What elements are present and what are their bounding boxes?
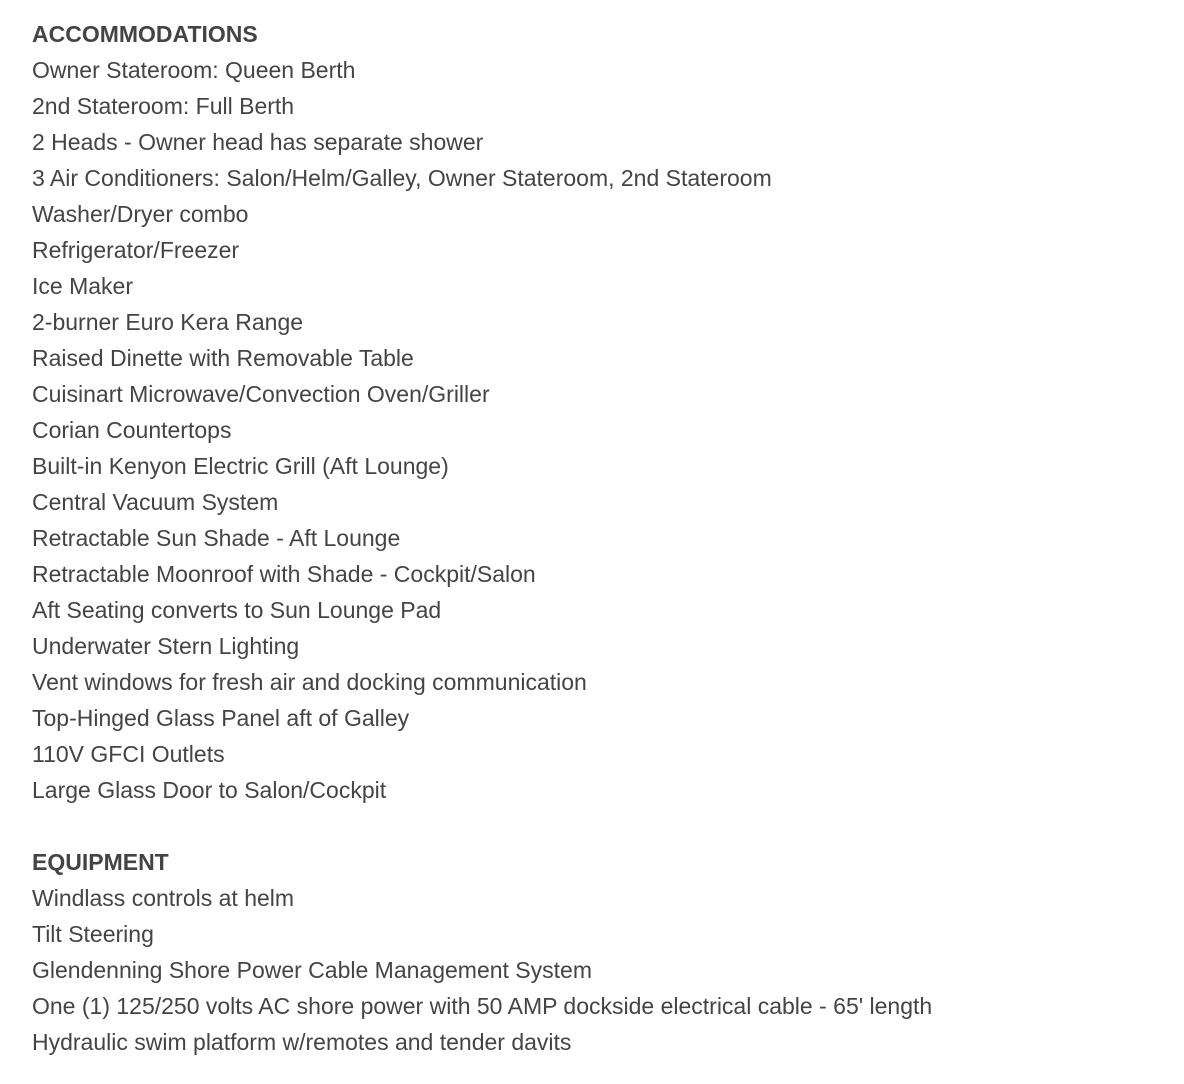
list-item: Vent windows for fresh air and docking communication <box>32 669 587 695</box>
accommodations-heading: ACCOMMODATIONS <box>32 21 258 47</box>
list-item: 2-burner Euro Kera Range <box>32 309 304 335</box>
list-item: Large Glass Door to Salon/Cockpit <box>32 777 387 803</box>
list-item: Tilt Steering <box>32 921 154 947</box>
list-item: 110V GFCI Outlets <box>32 741 225 767</box>
list-item: Owner Stateroom: Queen Berth <box>32 57 356 83</box>
list-item: One (1) 125/250 volts AC shore power with 50 AMP dockside electrical cable - 65' length <box>32 993 933 1019</box>
list-item: Top-Hinged Glass Panel aft of Galley <box>32 705 410 731</box>
list-item: Retractable Sun Shade - Aft Lounge <box>32 525 401 551</box>
list-item: Built-in Kenyon Electric Grill (Aft Lounge) <box>32 453 449 479</box>
list-item: 2 Heads - Owner head has separate shower <box>32 129 484 155</box>
list-item: Ice Maker <box>32 273 133 299</box>
list-item: Windlass controls at helm <box>32 885 295 911</box>
equipment-heading: EQUIPMENT <box>32 849 169 875</box>
list-item: Underwater Stern Lighting <box>32 633 300 659</box>
list-item: 3 Air Conditioners: Salon/Helm/Galley, Owner Stateroom, 2nd Stateroom <box>32 165 772 191</box>
list-item: Raised Dinette with Removable Table <box>32 345 414 371</box>
list-item: Washer/Dryer combo <box>32 201 249 227</box>
list-item: Retractable Moonroof with Shade - Cockpit/Salon <box>32 561 536 587</box>
list-item: Central Vacuum System <box>32 489 279 515</box>
list-item: Refrigerator/Freezer <box>32 237 240 263</box>
spec-content <box>32 16 1162 1060</box>
list-item: Hydraulic swim platform w/remotes and tender davits <box>32 1029 572 1055</box>
section-spacer <box>32 808 1162 844</box>
list-item: Glendenning Shore Power Cable Management System <box>32 957 592 983</box>
list-item: Cuisinart Microwave/Convection Oven/Griller <box>32 381 490 407</box>
list-item: Corian Countertops <box>32 417 232 443</box>
list-item: 2nd Stateroom: Full Berth <box>32 93 295 119</box>
list-item: Aft Seating converts to Sun Lounge Pad <box>32 597 442 623</box>
